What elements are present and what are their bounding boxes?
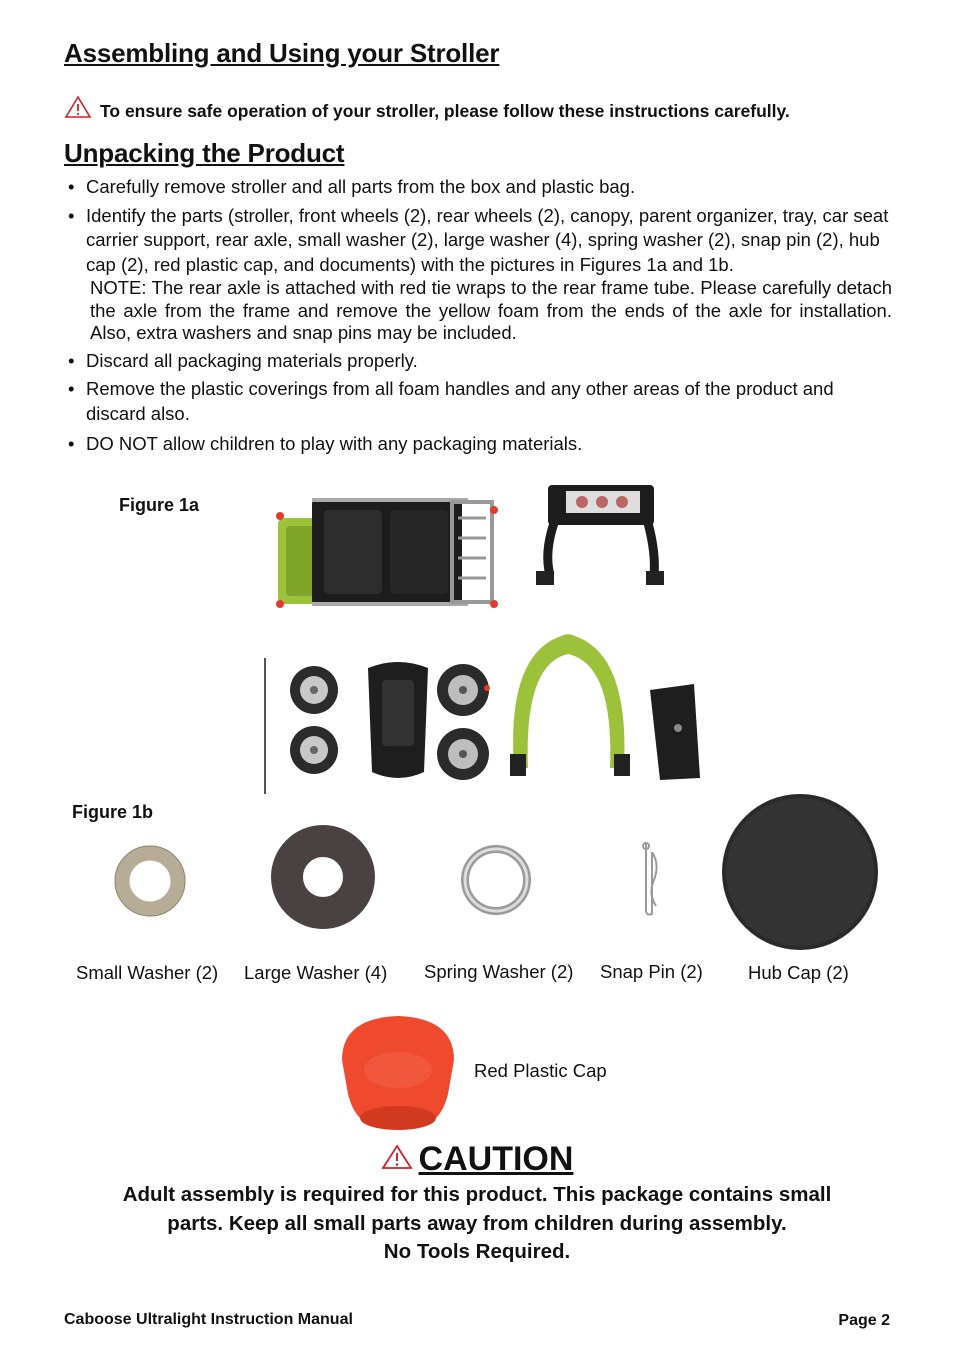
large-washer-caption: Large Washer (4) — [244, 962, 388, 983]
warning-icon — [381, 1143, 413, 1171]
red-plastic-cap-image — [332, 1010, 464, 1134]
list-item: • Discard all packaging materials properly. — [64, 349, 892, 374]
parts-group-image — [258, 628, 708, 798]
caution-title: CAUTION — [418, 1140, 574, 1178]
large-washer-image — [270, 824, 376, 930]
warning-icon — [64, 95, 92, 119]
spring-washer-image — [456, 840, 536, 920]
footer-page-number: Page 2 — [838, 1312, 890, 1329]
list-item: • Carefully remove stroller and all parts from the box and plastic bag. — [64, 175, 892, 200]
stroller-image — [272, 488, 502, 614]
list-item: • Identify the parts (stroller, front wheels (2), rear wheels (2), canopy, parent organizer, tray, car seat carrier support, rear axle, small washer (2), large washer (4), spring washer (2), snap pin (2), hub cap (2), red plastic cap, and documents) with the pictures in Figures 1a and 1b. NOTE: The rear axle is attached with red tie wraps to the rear frame tube. Please carefully detach the axle from the frame and remove the yellow foam from the ends of the axle for installation. Also, extra washers and snap pins may be included. — [64, 204, 892, 345]
note-text: NOTE: The rear axle is attached with red tie wraps to the rear frame tube. Please carefully detach the axle from the frame and remove the yellow foam from the ends of the axle for installation. Also, extra washers and snap pins may be included. — [90, 277, 892, 343]
safety-notice-text: To ensure safe operation of your stroller, please follow these instructions carefully. — [100, 101, 790, 121]
snap-pin-image — [634, 840, 664, 920]
bullet-list — [64, 175, 892, 461]
hub-cap-image — [720, 792, 880, 952]
small-washer-caption: Small Washer (2) — [76, 962, 219, 983]
hub-cap-caption: Hub Cap (2) — [748, 962, 849, 983]
snap-pin-caption: Snap Pin (2) — [600, 961, 703, 982]
list-item: • Remove the plastic coverings from all foam handles and any other areas of the product and discard also. — [64, 377, 892, 426]
parent-organizer-image — [530, 483, 670, 593]
list-item: • DO NOT allow children to play with any packaging materials. — [64, 432, 892, 457]
safety-notice — [64, 95, 904, 122]
caution-text: Adult assembly is required for this product. This package contains small parts. Keep all small parts away from children during assembly. No Tools Required. — [122, 1183, 832, 1263]
section-title: Unpacking the Product — [64, 138, 345, 168]
page-title: Assembling and Using your Stroller — [64, 38, 500, 68]
spring-washer-caption: Spring Washer (2) — [424, 961, 574, 982]
caution-header — [0, 1140, 954, 1179]
small-washer-image — [113, 845, 187, 917]
red-plastic-cap-caption: Red Plastic Cap — [474, 1060, 607, 1081]
figure-1b-label: Figure 1b — [72, 802, 154, 822]
footer-manual-title: Caboose Ultralight Instruction Manual — [64, 1311, 353, 1328]
figure-1a-label: Figure 1a — [119, 495, 200, 515]
